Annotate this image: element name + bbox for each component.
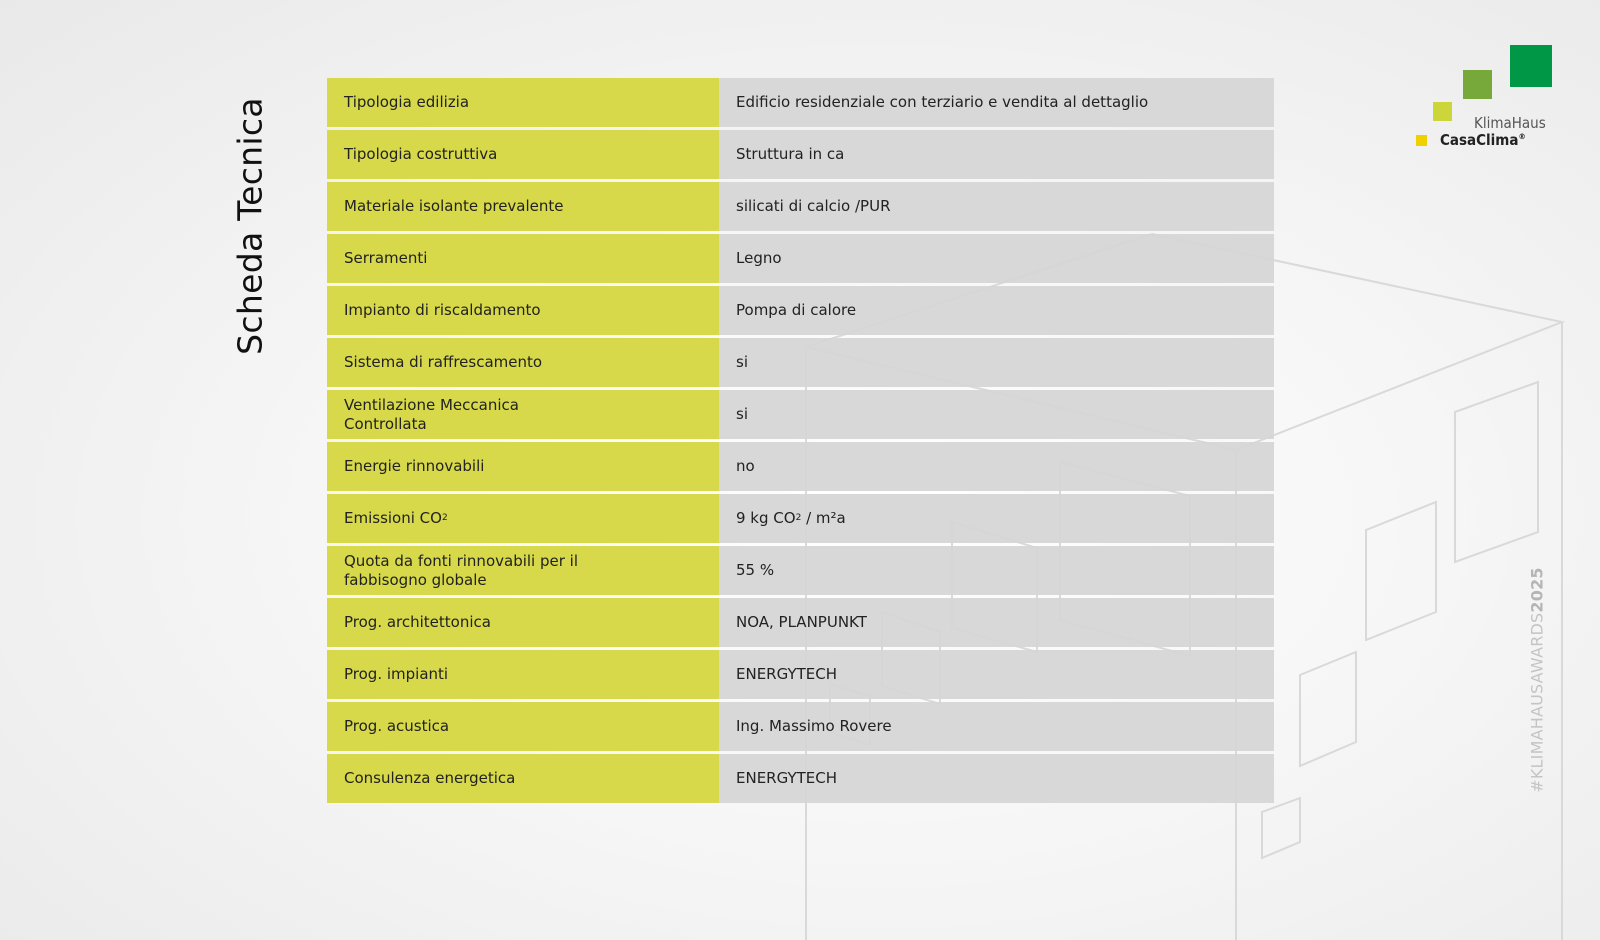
- table-row: [327, 182, 1274, 231]
- logo-square-mid: [1463, 70, 1492, 99]
- logo-square-light: [1433, 102, 1452, 121]
- row-label: Energie rinnovabili: [327, 442, 719, 491]
- row-value-emissions: [719, 494, 1274, 543]
- row-value: ENERGYTECH: [719, 754, 1274, 803]
- row-label: Impianto di riscaldamento: [327, 286, 719, 335]
- table-row: [327, 442, 1274, 491]
- emissions-label-subscript: 2: [441, 513, 448, 523]
- table-row: [327, 338, 1274, 387]
- table-row: [327, 546, 1274, 595]
- row-value: 55 %: [719, 546, 1274, 595]
- row-label: Serramenti: [327, 234, 719, 283]
- row-value: si: [719, 338, 1274, 387]
- table-row: [327, 390, 1274, 439]
- logo-text-klimahaus: KlimaHaus: [1474, 114, 1546, 132]
- row-value: NOA, PLANPUNKT: [719, 598, 1274, 647]
- row-value: si: [719, 390, 1274, 439]
- row-label: Prog. architettonica: [327, 598, 719, 647]
- emissions-value-text: 9 kg CO: [736, 509, 796, 527]
- row-value: no: [719, 442, 1274, 491]
- page-title: Scheda Tecnica: [230, 97, 270, 355]
- klimahaus-logo: [1410, 42, 1550, 152]
- row-label: Tipologia costruttiva: [327, 130, 719, 179]
- logo-casaclima-word: CasaClima: [1440, 131, 1519, 149]
- emissions-value-unit: / m²a: [801, 509, 846, 527]
- table-row: [327, 286, 1274, 335]
- logo-square-dark: [1510, 45, 1552, 87]
- logo-text-casaclima: [1440, 131, 1526, 149]
- row-value: Ing. Massimo Rovere: [719, 702, 1274, 751]
- row-value: Edificio residenziale con terziario e vendita al dettaglio: [719, 78, 1274, 127]
- row-label: Consulenza energetica: [327, 754, 719, 803]
- logo-square-yellow: [1416, 135, 1427, 146]
- spec-table: [327, 78, 1274, 806]
- row-value: ENERGYTECH: [719, 650, 1274, 699]
- row-label: Sistema di raffrescamento: [327, 338, 719, 387]
- table-row: [327, 78, 1274, 127]
- emissions-value-subscript: 2: [795, 513, 802, 523]
- row-label: Ventilazione Meccanica Controllata: [327, 390, 719, 439]
- emissions-label-text: Emissioni CO: [344, 509, 442, 527]
- table-row: [327, 598, 1274, 647]
- row-value: Struttura in ca: [719, 130, 1274, 179]
- row-label: Tipologia edilizia: [327, 78, 719, 127]
- hashtag-year: 2025: [1527, 567, 1547, 613]
- table-row: [327, 234, 1274, 283]
- table-row: [327, 754, 1274, 803]
- hashtag-text: #KLIMAHAUSAWARDS: [1527, 612, 1547, 793]
- row-label: Prog. impianti: [327, 650, 719, 699]
- row-label: Prog. acustica: [327, 702, 719, 751]
- row-label-emissions: [327, 494, 719, 543]
- table-row: [327, 494, 1274, 543]
- table-row: [327, 130, 1274, 179]
- awards-hashtag: [1528, 567, 1547, 793]
- table-row: [327, 702, 1274, 751]
- row-value: silicati di calcio /PUR: [719, 182, 1274, 231]
- table-row: [327, 650, 1274, 699]
- row-label: Quota da fonti rinnovabili per il fabbisogno globale: [327, 546, 719, 595]
- row-label: Materiale isolante prevalente: [327, 182, 719, 231]
- registered-mark: ®: [1518, 132, 1526, 141]
- row-value: Legno: [719, 234, 1274, 283]
- row-value: Pompa di calore: [719, 286, 1274, 335]
